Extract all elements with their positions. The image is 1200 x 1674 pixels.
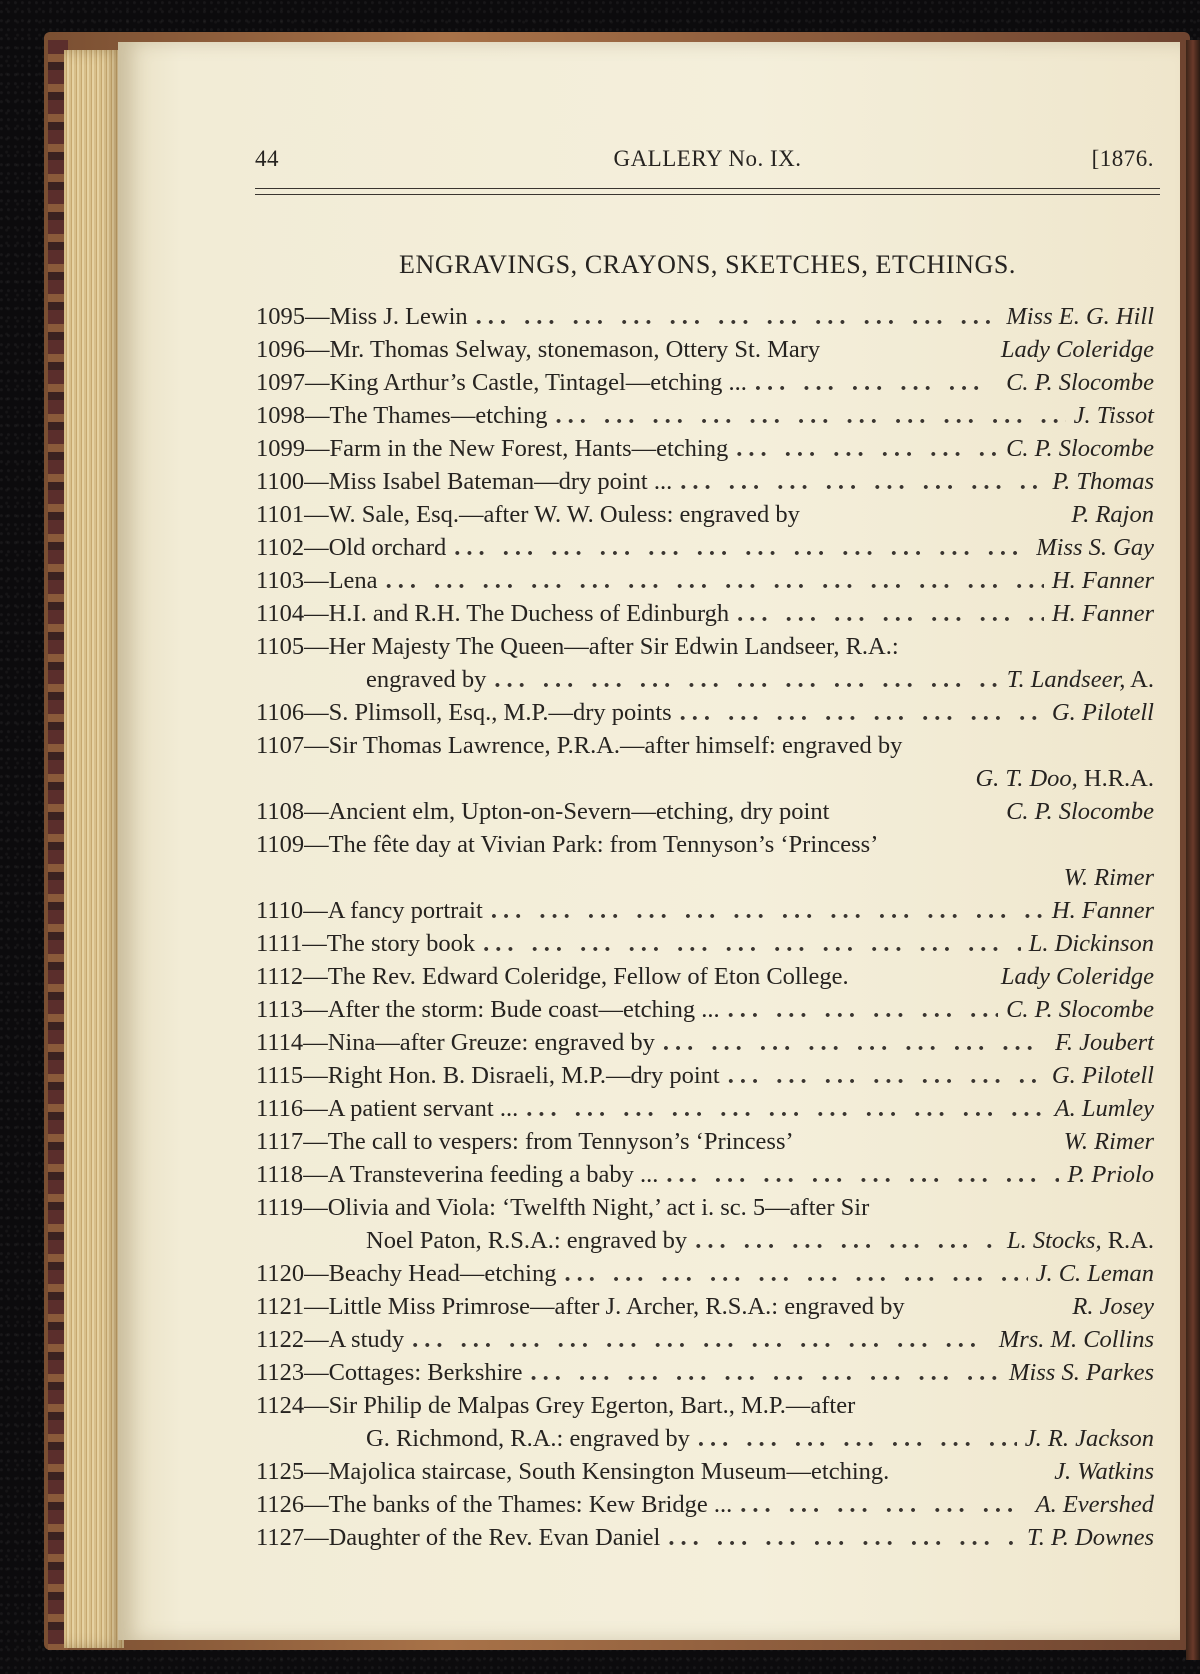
entry-number: 1104 (256, 600, 305, 627)
year-label: [1876. (1091, 146, 1154, 171)
entry-artist (1007, 1224, 1154, 1257)
entry-number: 1096 (256, 336, 305, 363)
artist-name: W. Rimer (1063, 1128, 1154, 1155)
entry-title: —Majolica staircase, South Kensington Museum—etching. (304, 1458, 890, 1485)
entry-title: —The call to vespers: from Tennyson’s ‘Princess’ (303, 1128, 794, 1155)
entry-artist (1052, 465, 1154, 498)
artist-name: J. Tissot (1073, 402, 1154, 429)
catalogue-entry (256, 1488, 1154, 1521)
entry-line (256, 1224, 1154, 1257)
book-cover-edge (1186, 40, 1200, 1660)
entry-artist (1054, 1455, 1154, 1488)
entry-artist (1052, 564, 1154, 597)
entry-title: —Olivia and Viola: ‘Twelfth Night,’ act i. sc. 5—after Sir (303, 1194, 870, 1221)
artist-name: J. R. Jackson (1024, 1425, 1154, 1452)
catalogue-entry (256, 960, 1154, 993)
entry-artist (1006, 795, 1154, 828)
entry-title: —The banks of the Thames: Kew Bridge ... (304, 1491, 733, 1518)
entry-title: —S. Plimsoll, Esq., M.P.—dry points (304, 699, 672, 726)
entry-artist (1064, 1125, 1154, 1158)
entry-line (256, 729, 1154, 762)
section-title: ENGRAVINGS, CRAYONS, SKETCHES, ETCHINGS. (398, 250, 1017, 279)
artist-name: Miss E. G. Hill (1006, 303, 1154, 330)
entry-title: —A patient servant ... (303, 1095, 519, 1122)
entry-line (256, 1026, 1154, 1059)
artist-name: Lady Coleridge (1000, 963, 1154, 990)
artist-name: H. Fanner (1051, 600, 1154, 627)
catalogue-entry (256, 465, 1154, 498)
artist-name: H. Fanner (1051, 897, 1154, 924)
artist-name: Lady Coleridge (1000, 336, 1154, 363)
entry-line (256, 498, 1154, 531)
entry-artist (1009, 1356, 1154, 1389)
entry-number: 1102 (256, 534, 305, 561)
dot-leader (666, 1158, 1059, 1191)
entry-artist (1001, 333, 1154, 366)
catalogue-entry (256, 1125, 1154, 1158)
entry-title: —A fancy portrait (303, 897, 483, 924)
artist-name: L. Dickinson (1028, 930, 1154, 957)
entry-number: 1112 (256, 963, 304, 990)
catalogue-entry (256, 1092, 1154, 1125)
entry-artist (1052, 1059, 1154, 1092)
catalogue-entry (256, 795, 1154, 828)
entry-artist (1036, 1257, 1154, 1290)
entry-line (256, 399, 1154, 432)
entry-title: —Daughter of the Rev. Evan Daniel (304, 1524, 661, 1551)
entry-line (256, 1191, 1154, 1224)
entry-title: —Right Hon. B. Disraeli, M.P.—dry point (303, 1062, 720, 1089)
entry-line (256, 630, 1154, 663)
dot-leader (412, 1323, 991, 1356)
entry-title: —Sir Thomas Lawrence, P.R.A.—after himself: engraved by (304, 732, 903, 759)
entry-line (256, 465, 1154, 498)
dot-leader (555, 399, 1065, 432)
entry-title: —The Thames—etching (305, 402, 548, 429)
catalogue-entry (256, 1191, 1154, 1257)
entry-title: —Nina—after Greuze: engraved by (303, 1029, 655, 1056)
entry-line (256, 1125, 1154, 1158)
entry-line (256, 432, 1154, 465)
dot-leader (680, 465, 1044, 498)
dot-leader (695, 1224, 999, 1257)
entry-artist (1055, 1026, 1154, 1059)
entry-title: Noel Paton, R.S.A.: engraved by (366, 1227, 688, 1254)
dot-leader (483, 927, 1021, 960)
entry-number: 1101 (256, 501, 305, 528)
entry-title: —Farm in the New Forest, Hants—etching (305, 435, 729, 462)
entry-line (256, 1158, 1154, 1191)
entry-line (256, 1389, 1154, 1422)
entry-artist (1052, 597, 1154, 630)
entry-number: 1103 (256, 567, 305, 594)
entry-line (256, 1521, 1154, 1554)
entry-number: 1110 (256, 897, 304, 924)
entry-artist (1006, 366, 1154, 399)
dot-leader (526, 1092, 1046, 1125)
entry-title: —Miss J. Lewin (305, 303, 468, 330)
entry-artist (1052, 894, 1154, 927)
entry-line (256, 960, 1154, 993)
entry-artist (1072, 1290, 1154, 1323)
entry-number: 1119 (256, 1194, 304, 1221)
entry-artist (1027, 1521, 1154, 1554)
entry-line (256, 333, 1154, 366)
entry-line (256, 1323, 1154, 1356)
dot-leader (740, 1488, 1027, 1521)
entry-title: —Little Miss Primrose—after J. Archer, R.S.A.: engraved by (304, 1293, 905, 1320)
artist-suffix: H.R.A. (1077, 765, 1154, 792)
entry-number: 1099 (256, 435, 305, 462)
catalogue-entry (256, 1356, 1154, 1389)
entry-number: 1116 (256, 1095, 304, 1122)
header-rule (255, 188, 1160, 189)
entry-line (256, 993, 1154, 1026)
dot-leader (663, 1026, 1047, 1059)
catalogue-entry (256, 894, 1154, 927)
entry-title: —Cottages: Berkshire (304, 1359, 523, 1386)
entry-title: engraved by (366, 666, 487, 693)
gallery-title: GALLERY No. IX. (613, 146, 802, 171)
catalogue-entry (256, 1290, 1154, 1323)
entry-title: —After the storm: Bude coast—etching ... (303, 996, 720, 1023)
artist-name: P. Rajon (1071, 501, 1154, 528)
page-number: 44 (255, 146, 279, 171)
entry-title: —The fête day at Vivian Park: from Tennyson’s ‘Princess’ (304, 831, 879, 858)
entry-number: 1115 (256, 1062, 304, 1089)
catalogue-entry (256, 1257, 1154, 1290)
entry-line (256, 795, 1154, 828)
catalogue-entry (256, 630, 1154, 696)
entry-artist (1007, 663, 1154, 696)
entry-line (256, 564, 1154, 597)
entry-artist (975, 762, 1154, 795)
entry-line (256, 828, 1154, 861)
catalogue-entry (256, 333, 1154, 366)
artist-name: C. P. Slocombe (1006, 369, 1154, 396)
artist-name: A. Lumley (1054, 1095, 1154, 1122)
dot-leader (494, 663, 998, 696)
artist-name: G. Pilotell (1051, 699, 1154, 726)
artist-suffix: R.A. (1101, 1227, 1154, 1254)
entry-number: 1107 (256, 732, 305, 759)
artist-name: P. Priolo (1067, 1161, 1154, 1188)
dot-leader (728, 1059, 1044, 1092)
entry-line (256, 861, 1154, 894)
entry-title: —A Transteverina feeding a baby ... (303, 1161, 659, 1188)
entry-number: 1120 (256, 1260, 305, 1287)
entry-artist (1052, 696, 1154, 729)
entry-number: 1124 (256, 1392, 305, 1419)
entry-number: 1126 (256, 1491, 305, 1518)
entry-number: 1117 (256, 1128, 304, 1155)
entry-line (256, 1488, 1154, 1521)
artist-name: C. P. Slocombe (1006, 798, 1154, 825)
entry-number: 1095 (256, 303, 305, 330)
artist-name: C. P. Slocombe (1006, 435, 1154, 462)
catalogue-entry (256, 696, 1154, 729)
entry-title: —A study (304, 1326, 405, 1353)
catalogue-entry (256, 564, 1154, 597)
catalogue-entry (256, 1323, 1154, 1356)
entry-artist (1006, 993, 1154, 1026)
entry-line (256, 894, 1154, 927)
catalogue-entry (256, 828, 1154, 894)
page-edges (64, 50, 124, 1648)
artist-name: A. Evershed (1035, 1491, 1154, 1518)
dot-leader (531, 1356, 1002, 1389)
dot-leader (728, 993, 999, 1026)
catalogue-entry (256, 366, 1154, 399)
entry-line (256, 1092, 1154, 1125)
artist-name: J. C. Leman (1035, 1260, 1154, 1287)
entry-number: 1125 (256, 1458, 305, 1485)
artist-name: W. Rimer (1063, 864, 1154, 891)
entry-artist (1074, 399, 1154, 432)
dot-leader (386, 564, 1044, 597)
artist-name: Miss S. Parkes (1009, 1359, 1154, 1386)
entry-line (256, 300, 1154, 333)
artist-name: G. T. Doo, (975, 765, 1078, 792)
entry-artist (1036, 1488, 1154, 1521)
catalogue-entry (256, 432, 1154, 465)
dot-leader (454, 531, 1028, 564)
entry-number: 1109 (256, 831, 305, 858)
entry-title: —Lena (304, 567, 378, 594)
entry-artist (1067, 1158, 1154, 1191)
entry-line (256, 597, 1154, 630)
entry-number: 1127 (256, 1524, 305, 1551)
entry-number: 1105 (256, 633, 305, 660)
entry-artist (1001, 960, 1154, 993)
entry-title: —Old orchard (304, 534, 447, 561)
catalogue-entry (256, 1059, 1154, 1092)
entry-number: 1118 (256, 1161, 304, 1188)
catalogue-entry (256, 300, 1154, 333)
running-header (255, 140, 1160, 180)
artist-name: P. Thomas (1052, 468, 1154, 495)
dot-leader (698, 1422, 1017, 1455)
entry-line (256, 1356, 1154, 1389)
dot-leader (736, 432, 998, 465)
artist-name: R. Josey (1072, 1293, 1154, 1320)
entry-title: —Beachy Head—etching (304, 1260, 557, 1287)
entry-artist (1029, 927, 1154, 960)
artist-name: H. Fanner (1051, 567, 1154, 594)
entry-line (256, 366, 1154, 399)
entry-number: 1100 (256, 468, 305, 495)
catalogue-entry (256, 729, 1154, 795)
entry-line (256, 762, 1154, 795)
entry-number: 1122 (256, 1326, 305, 1353)
artist-name: L. Stocks, (1006, 1227, 1102, 1254)
artist-name: T. Landseer, (1006, 666, 1126, 693)
catalogue-entry (256, 993, 1154, 1026)
catalogue-entry (256, 1389, 1154, 1455)
entry-artist (1064, 861, 1154, 894)
entry-artist (1071, 498, 1154, 531)
entry-number: 1123 (256, 1359, 305, 1386)
entry-line (256, 1422, 1154, 1455)
artist-name: F. Joubert (1055, 1029, 1154, 1056)
dot-leader (737, 597, 1044, 630)
entry-title: —Miss Isabel Bateman—dry point ... (304, 468, 673, 495)
dot-leader (680, 696, 1044, 729)
entry-title: —Mr. Thomas Selway, stonemason, Ottery St. Mary (305, 336, 821, 363)
catalogue-list (256, 300, 1154, 1554)
artist-name: T. P. Downes (1026, 1524, 1154, 1551)
entry-title: —The Rev. Edward Coleridge, Fellow of Eton College. (303, 963, 849, 990)
entry-number: 1098 (256, 402, 305, 429)
artist-name: J. Watkins (1054, 1458, 1154, 1485)
artist-name: G. Pilotell (1051, 1062, 1154, 1089)
entry-line (256, 927, 1154, 960)
entry-artist (999, 1323, 1154, 1356)
catalogue-entry (256, 1158, 1154, 1191)
entry-artist (1006, 300, 1154, 333)
entry-number: 1114 (256, 1029, 304, 1056)
entry-number: 1111 (256, 930, 303, 957)
entry-title: —H.I. and R.H. The Duchess of Edinburgh (304, 600, 730, 627)
dot-leader (491, 894, 1044, 927)
entry-line (256, 1290, 1154, 1323)
entry-number: 1121 (256, 1293, 305, 1320)
catalogue-entry (256, 498, 1154, 531)
entry-title: —Her Majesty The Queen—after Sir Edwin Landseer, R.A.: (304, 633, 899, 660)
entry-artist (1036, 531, 1154, 564)
entry-title: —King Arthur’s Castle, Tintagel—etching ... (305, 369, 747, 396)
dot-leader (668, 1521, 1019, 1554)
entry-title: G. Richmond, R.A.: engraved by (366, 1425, 690, 1452)
entry-artist (1006, 432, 1154, 465)
catalogue-entry (256, 927, 1154, 960)
entry-number: 1108 (256, 798, 305, 825)
entry-line (256, 1059, 1154, 1092)
entry-line (256, 531, 1154, 564)
catalogue-entry (256, 399, 1154, 432)
entry-number: 1106 (256, 699, 305, 726)
catalogue-entry (256, 597, 1154, 630)
entry-title: —The story book (302, 930, 476, 957)
catalogue-entry (256, 1521, 1154, 1554)
dot-leader (755, 366, 998, 399)
entry-number: 1113 (256, 996, 304, 1023)
artist-name: C. P. Slocombe (1006, 996, 1154, 1023)
entry-line (256, 1257, 1154, 1290)
dot-leader (476, 300, 999, 333)
entry-line (256, 1455, 1154, 1488)
catalogue-entry (256, 1455, 1154, 1488)
header-rule-thin (255, 194, 1160, 195)
artist-suffix: A. (1125, 666, 1154, 693)
entry-artist (1025, 1422, 1154, 1455)
entry-title: —Sir Philip de Malpas Grey Egerton, Bart., M.P.—after (304, 1392, 856, 1419)
catalogue-entry (256, 531, 1154, 564)
artist-name: Miss S. Gay (1036, 534, 1154, 561)
artist-name: Mrs. M. Collins (998, 1326, 1154, 1353)
entry-title: —Ancient elm, Upton-on-Severn—etching, dry point (304, 798, 830, 825)
catalogue-entry (256, 1026, 1154, 1059)
entry-line (256, 696, 1154, 729)
entry-artist (1055, 1092, 1154, 1125)
entry-title: —W. Sale, Esq.—after W. W. Ouless: engraved by (304, 501, 800, 528)
entry-number: 1097 (256, 369, 305, 396)
entry-line (256, 663, 1154, 696)
dot-leader (565, 1257, 1028, 1290)
